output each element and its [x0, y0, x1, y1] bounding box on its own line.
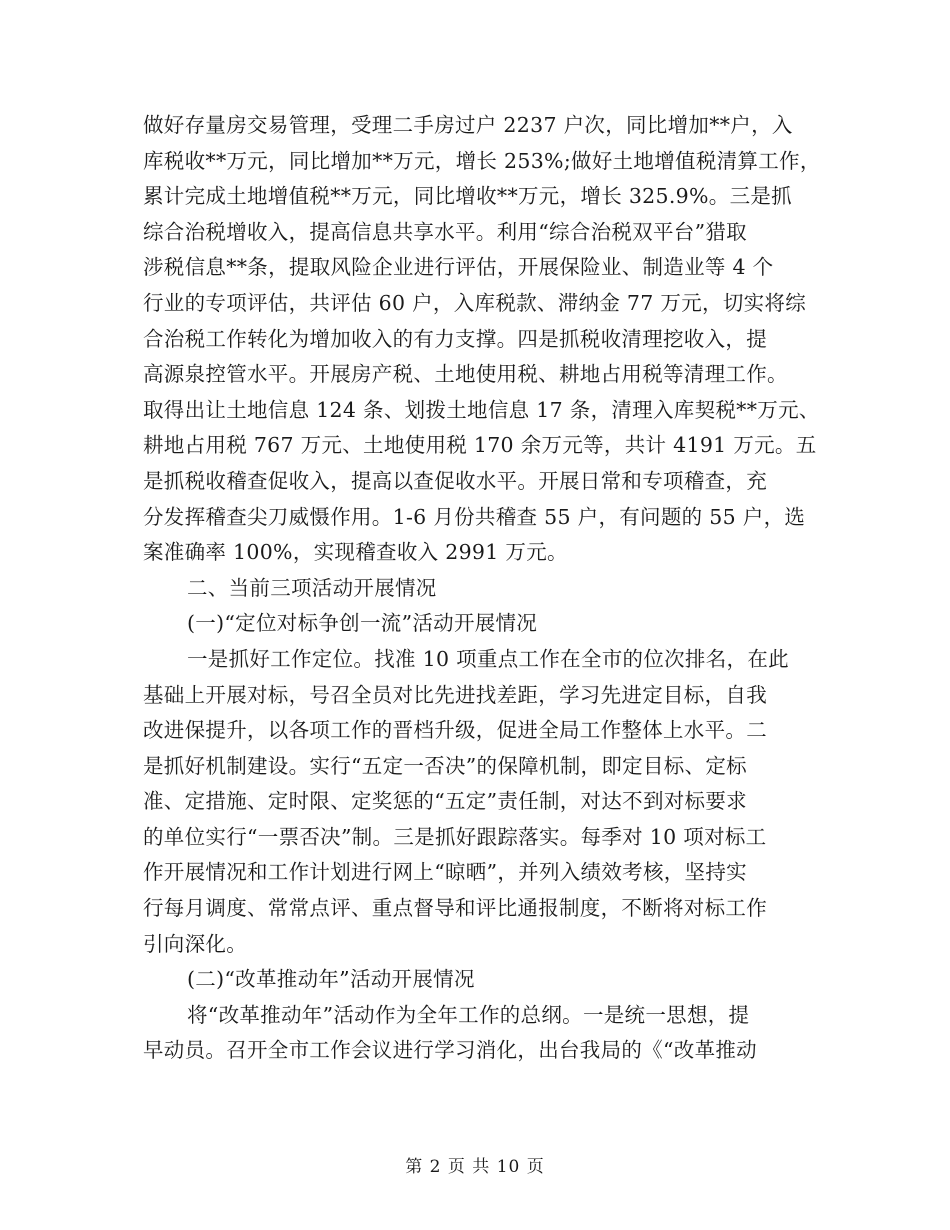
text-line: 取得出让土地信息 124 条、划拨土地信息 17 条，清理入库契税**万元、: [143, 397, 820, 422]
document-body: [143, 108, 823, 1069]
text-line: 分发挥稽查尖刀威慑作用。1-6 月份共稽查 55 户，有问题的 55 户，选: [143, 504, 806, 529]
text-line: 基础上开展对标，号召全员对比先进找差距，学习先进定目标，自我: [143, 682, 767, 707]
text-line: 耕地占用税 767 万元、土地使用税 170 余万元等，共计 4191 万元。五: [143, 433, 817, 458]
page-footer: 第 2 页 共 10 页: [405, 1157, 545, 1177]
text-line: 作开展情况和工作计划进行网上“晾晒”，并列入绩效考核，坚持实: [143, 860, 747, 885]
text-line: 二、当前三项活动开展情况: [187, 575, 437, 600]
text-line: 综合治税增收入，提高信息共享水平。利用“综合治税双平台”猎取: [143, 219, 747, 244]
text-line: 的单位实行“一票否决”制。三是抓好跟踪落实。每季对 10 项对标工: [143, 824, 767, 849]
text-line: 是抓税收稽查促收入，提高以查促收水平。开展日常和专项稽查，充: [143, 468, 767, 493]
text-line: 一是抓好工作定位。找准 10 项重点工作在全市的位次排名，在此: [187, 646, 789, 671]
text-line: 合治税工作转化为增加收入的有力支撑。四是抓税收清理挖收入，提: [143, 326, 767, 351]
text-line: 准、定措施、定时限、定奖惩的“五定”责任制，对达不到对标要求: [143, 789, 747, 814]
text-line: 库税收**万元，同比增加**万元，增长 253%;做好土地增值税清算工作，: [143, 148, 821, 173]
text-line: 引向深化。: [143, 931, 247, 956]
text-line: (二)“改革推动年”活动开展情况: [187, 967, 475, 992]
text-line: 行业的专项评估，共评估 60 户，入库税款、滞纳金 77 万元，切实将综: [143, 290, 807, 315]
text-line: 行每月调度、常常点评、重点督导和评比通报制度，不断将对标工作: [143, 896, 767, 921]
text-line: 做好存量房交易管理，受理二手房过户 2237 户次，同比增加**户，入: [143, 113, 793, 137]
text-line: 累计完成土地增值税**万元，同比增收**万元，增长 325.9%。三是抓: [143, 184, 792, 209]
text-line: 改进保提升，以各项工作的晋档升级，促进全局工作整体上水平。二: [143, 718, 767, 743]
text-line: 案准确率 100%，实现稽查收入 2991 万元。: [143, 540, 568, 565]
text-line: 将“改革推动年”活动作为全年工作的总纲。一是统一思想，提: [187, 1002, 750, 1027]
text-line: 早动员。召开全市工作会议进行学习消化，出台我局的《“改革推动: [143, 1038, 757, 1063]
text-line: 是抓好机制建设。实行“五定一否决”的保障机制，即定目标、定标: [143, 753, 747, 778]
text-line: (一)“定位对标争创一流”活动开展情况: [187, 611, 538, 636]
text-line: 涉税信息**条，提取风险企业进行评估，开展保险业、制造业等 4 个: [143, 255, 774, 280]
text-line: 高源泉控管水平。开展房产税、土地使用税、耕地占用税等清理工作。: [143, 362, 788, 387]
